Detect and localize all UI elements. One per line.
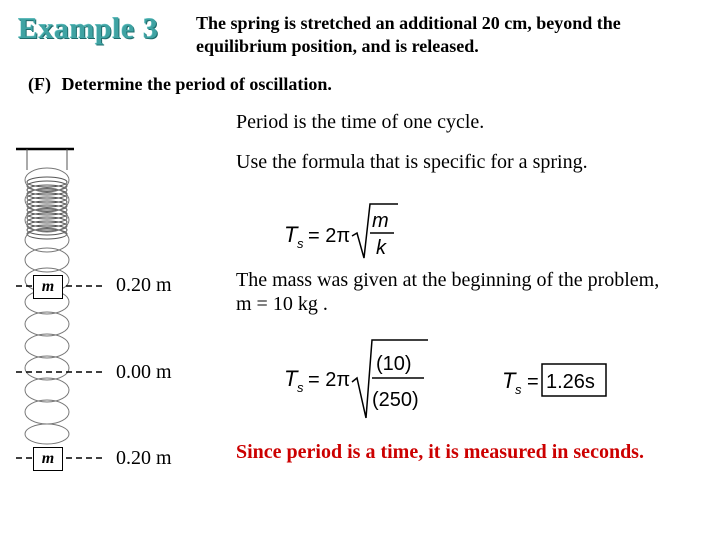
formula-eq: = 2π [308,225,351,247]
formula-subscript: s [297,236,304,251]
position-label-bottom: 0.20 m [116,447,172,469]
mass-value: m = 10 kg . [236,293,328,315]
mass-note-text: The mass was given at the beginning of the problem, [236,269,660,291]
period-definition: Period is the time of one cycle. [236,111,485,133]
svg-text:= 2π: = 2π [308,369,351,391]
formula-lhs: T [284,222,298,247]
result-formula [500,360,610,400]
spring-diagram [0,140,110,480]
sub-numerator: (10) [376,353,412,375]
svg-text:T: T [284,366,298,391]
position-label-equilibrium: 0.00 m [116,361,172,383]
conclusion-text: Since period is a time, it is measured in seconds. [236,441,644,463]
part-question [28,74,332,95]
svg-text:s: s [515,382,522,397]
period-formula-graphic [282,200,402,264]
period-formula [282,200,402,264]
part-question-text: Determine the period of oscillation. [61,74,332,94]
svg-text:T: T [502,368,516,393]
substituted-formula [282,336,432,422]
svg-text:=: = [527,371,539,393]
mass-block-bottom: m [33,447,63,471]
position-label-top: 0.20 m [116,274,172,296]
mass-block-top: m [33,275,63,299]
spring-graphic [0,140,110,480]
sub-denominator: (250) [372,389,419,411]
formula-numerator: m [372,210,389,232]
part-label: (F) [28,74,51,94]
formula-denominator: k [376,237,386,259]
mass-note [236,268,676,316]
formula-instruction: Use the formula that is specific for a spring. [236,151,588,173]
svg-text:s: s [297,380,304,395]
result-value: 1.26s [546,371,595,393]
problem-description: The spring is stretched an additional 20 cm, beyond the equilibrium position, and is released. [196,13,621,56]
slide-title: Example 3 [18,12,159,45]
